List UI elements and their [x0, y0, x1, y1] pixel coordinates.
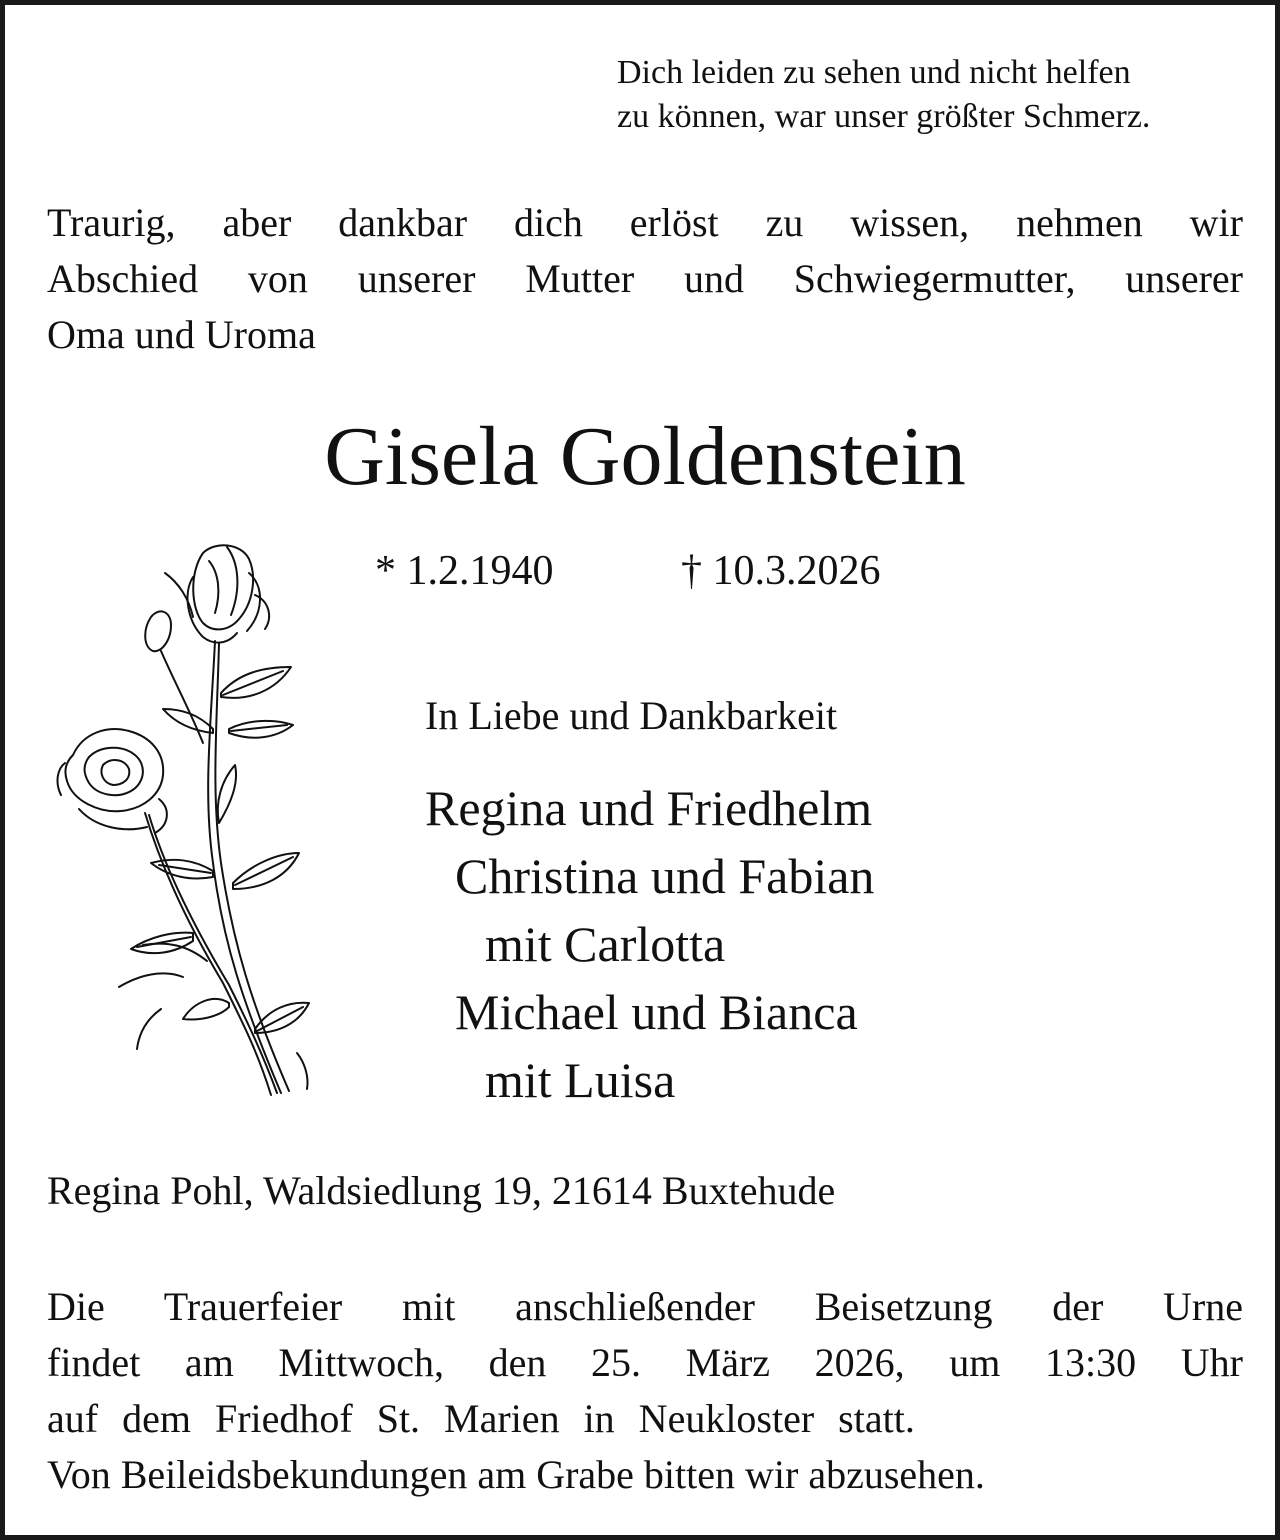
funeral-notice-line-1: Die Trauerfeier mit anschließender Beisetzung der Urne — [47, 1284, 1243, 1329]
motto-line-2: zu können, war unser größter Schmerz. — [617, 98, 1151, 135]
rose-drawing-icon — [43, 533, 325, 1103]
funeral-notice-line-3: auf dem Friedhof St. Marien in Neukloster statt. — [47, 1396, 915, 1441]
intro-line-2: Abschied von unserer Mutter und Schwiegermutter, unserer — [47, 256, 1243, 301]
funeral-notice-line-4: Von Beileidsbekundungen am Grabe bitten wir abzusehen. — [47, 1452, 985, 1497]
mourner-line-2: Christina und Fabian — [455, 848, 875, 904]
love-line: In Liebe und Dankbarkeit — [425, 693, 838, 738]
deceased-name: Gisela Goldenstein — [324, 410, 966, 503]
death-date: † 10.3.2026 — [681, 548, 881, 594]
funeral-notice-line-2: findet am Mittwoch, den 25. März 2026, um 13:30 Uhr — [47, 1340, 1243, 1385]
motto-line-1: Dich leiden zu sehen und nicht helfen — [617, 54, 1131, 91]
intro-line-3: Oma und Uroma — [47, 312, 316, 357]
birth-date: * 1.2.1940 — [375, 548, 554, 594]
mourner-line-4: Michael und Bianca — [455, 984, 858, 1040]
mourner-line-3: mit Carlotta — [485, 916, 726, 972]
mourner-line-1: Regina und Friedhelm — [425, 780, 873, 836]
mourner-line-5: mit Luisa — [485, 1052, 676, 1108]
intro-line-1: Traurig, aber dankbar dich erlöst zu wissen, nehmen wir — [47, 200, 1243, 245]
contact-address: Regina Pohl, Waldsiedlung 19, 21614 Buxtehude — [47, 1168, 836, 1213]
